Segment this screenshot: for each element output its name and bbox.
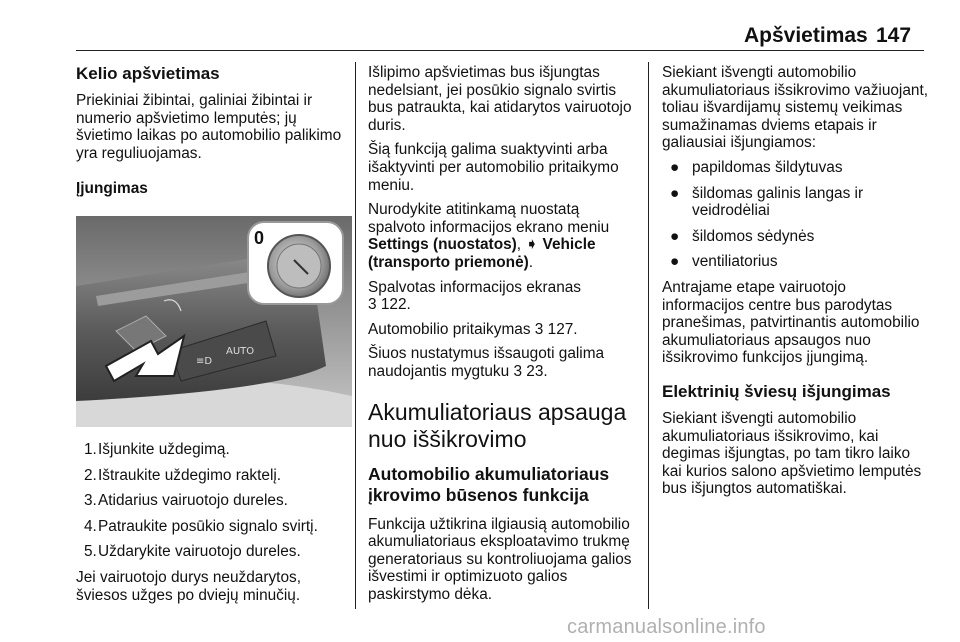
step-number: 5. — [84, 543, 97, 561]
watermark: carmanualsonline.info — [567, 616, 766, 638]
paragraph: Funkcija užtikrina ilgiausią automobilio akumuliatoriaus eksploatavimo trukmę generatoriaus su kontroliuojama galios išvestimi ir optimizuoto galios paskirstymo dėka. — [368, 515, 632, 603]
list-item — [76, 543, 346, 561]
page-number: 147 — [876, 24, 912, 47]
step-number: 2. — [84, 466, 97, 484]
list-item — [76, 441, 346, 459]
paragraph — [368, 279, 640, 314]
column-1 — [76, 64, 346, 611]
bullet-icon: ● — [670, 253, 680, 271]
steps-list — [76, 441, 346, 561]
header-title: Apšvietimas — [744, 24, 868, 47]
bullet-text: šildomas galinis langas ir veidrodėliai — [692, 184, 864, 220]
column-divider-1 — [355, 62, 356, 609]
page-reference: 3 122. — [368, 296, 411, 314]
bullet-icon: ● — [670, 184, 680, 202]
subheading-activation: Įjungimas — [76, 180, 148, 198]
figure-label-zero: 0 — [254, 227, 265, 248]
step-text: Išjunkite uždegimą. — [98, 440, 230, 458]
bullet-text: papildomas šildytuvas — [692, 158, 843, 176]
paragraph: Šią funkciją galima suaktyvinti arba išaktyvinti per automobilio pritaikymo meniu. — [368, 141, 619, 194]
list-item — [662, 185, 930, 220]
list-item — [76, 492, 346, 510]
settings-menu-label: Settings (nuostatos) — [368, 236, 517, 254]
step-text: Uždarykite vairuotojo dureles. — [98, 543, 301, 561]
section-heading: Kelio apšvietimas — [76, 64, 220, 83]
separator: , — [516, 236, 526, 254]
column-3 — [662, 64, 930, 505]
step-text: Atidarius vairuotojo dureles. — [98, 492, 288, 510]
list-item — [662, 228, 930, 246]
step-text: Patraukite posūkio signalo svirtį. — [98, 517, 318, 535]
paragraph: Automobilio pritaikymas 3 127. — [368, 320, 578, 338]
paragraph: Siekiant išvengti automobilio akumuliatoriaus išsikrovimo važiuojant, toliau išvardijamų sistemų veikimas sumažinamas dviems etapais ir galiausiai išjungiamos: — [662, 64, 929, 152]
turn-signal-lever-illustration — [76, 216, 352, 427]
paragraph: Išlipimo apšvietimas bus išjungtas nedelsiant, jei posūkio signalo svirtis bus patraukta, kai atidarytos vairuotojo duris. — [368, 64, 632, 134]
svg-text:≡D: ≡D — [196, 355, 213, 367]
settings-paragraph — [368, 201, 640, 271]
section-heading-battery: Akumuliatoriaus apsauga nuo iššikrovimo — [368, 398, 627, 452]
step-number: 4. — [84, 517, 97, 535]
column-2 — [368, 64, 640, 610]
bullet-text: ventiliatorius — [692, 253, 778, 271]
bullet-icon: ● — [670, 227, 680, 245]
step-number: 3. — [84, 492, 97, 510]
header-rule — [76, 50, 924, 51]
after-steps-paragraph: Jei vairuotojo durys neuždarytos, šviesos užges po dviejų minučių. — [76, 568, 301, 604]
list-item — [662, 159, 930, 177]
period: . — [528, 253, 534, 271]
step-number: 1. — [84, 440, 97, 458]
settings-text: Nurodykite atitinkamą nuostatą spalvoto informacijos ekrano meniu — [368, 201, 610, 236]
systems-list — [662, 159, 930, 271]
bullet-text: šildomos sėdynės — [692, 227, 815, 245]
list-item — [662, 253, 930, 271]
reference-text: Spalvotas informacijos ekranas — [368, 278, 582, 296]
paragraph: Siekiant išvengti automobilio akumuliatoriaus išsikrovimo, kai degimas išjungtas, po tam tikro laiko kai kurios salono apšvietimo lemputės bus išjungtos automatiškai. — [662, 409, 922, 498]
arrow-icon: ➧ — [525, 236, 539, 254]
subsection-heading: Automobilio akumuliatoriaus įkrovimo būsenos funkcija — [368, 463, 610, 505]
lever-drawing — [76, 216, 352, 427]
step-text: Ištraukite uždegimo raktelį. — [98, 466, 282, 484]
bullet-icon: ● — [670, 158, 680, 176]
paragraph: Antrajame etape vairuotojo informacijos centre bus parodytas pranešimas, patvirtinantis automobilio akumuliatoriaus apsaugos nuo išsikrovimo funkcijos įjungimą. — [662, 278, 920, 367]
intro-paragraph: Priekiniai žibintai, galiniai žibintai ir numerio apšvietimo lemputės; jų švietimo laikas po automobilio palikimo yra reguliuojamas. — [76, 92, 342, 162]
column-divider-2 — [648, 62, 649, 609]
paragraph: Šiuos nustatymus išsaugoti galima naudojantis mygtuku 3 23. — [368, 345, 605, 380]
list-item — [76, 518, 346, 536]
section-heading-lights-off: Elektrinių šviesų išjungimas — [662, 381, 891, 401]
svg-text:AUTO: AUTO — [226, 345, 255, 357]
list-item — [76, 467, 346, 485]
vehicle-menu-label: Vehicle (transporto priemonė) — [368, 236, 596, 271]
